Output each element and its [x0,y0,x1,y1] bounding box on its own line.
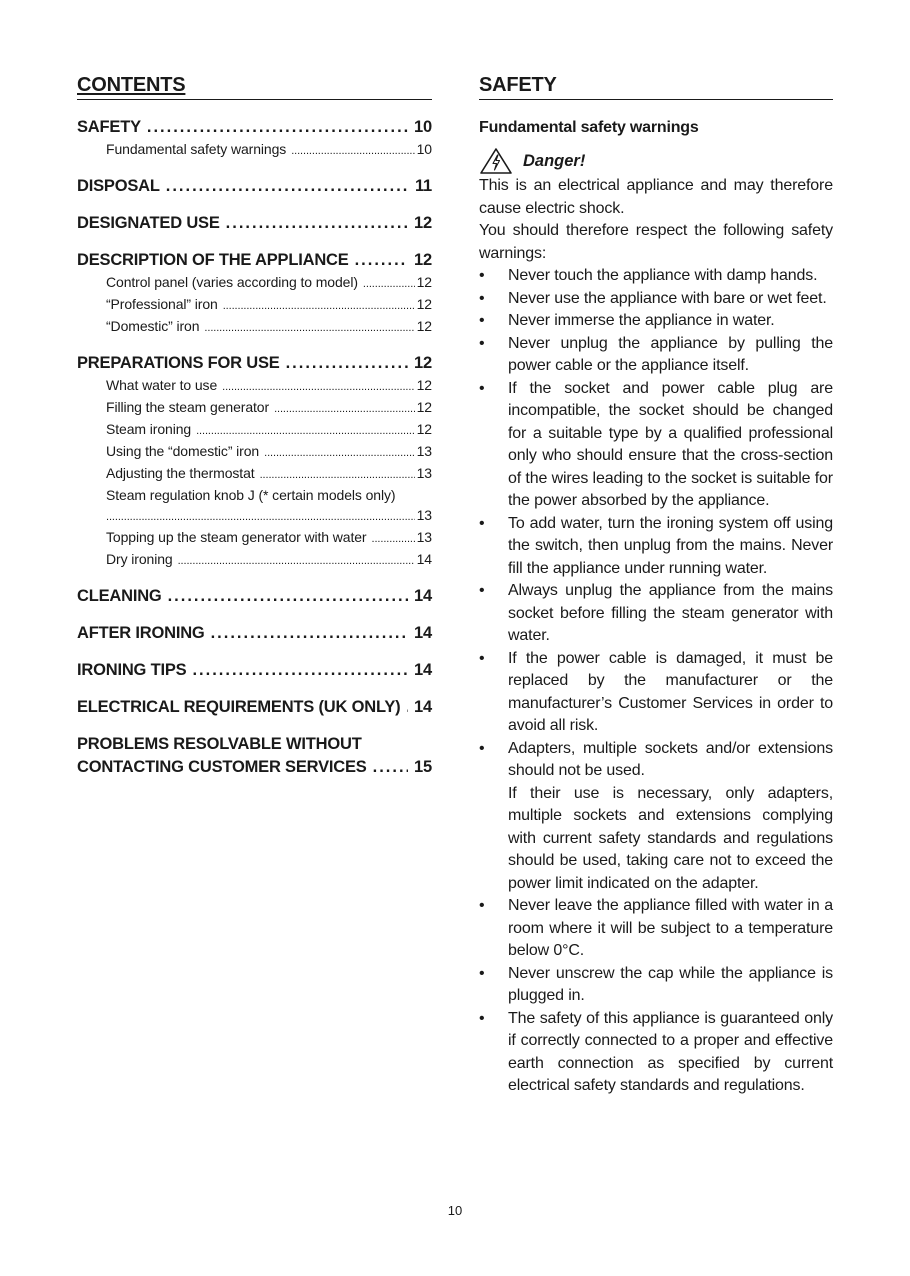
toc-subentry[interactable] [77,397,432,419]
toc-group-problems [77,733,432,779]
dot-leader [196,421,415,441]
toc-subentry-page: 13 [416,465,432,481]
dot-leader [178,551,415,571]
dot-leader [372,529,415,549]
bullet: • [479,289,485,307]
safety-heading: SAFETY [479,72,833,100]
list-item [479,513,833,581]
toc-entry-page: 12 [414,251,432,269]
toc-group-disposal [77,175,432,198]
toc-subentry-page: 12 [416,296,432,312]
list-item-text: If the power cable is damaged, it must be replaced by the manufacturer or the manufacturer’s Customer Services in order to avoid all risk. [508,649,833,734]
dot-leader [166,175,409,198]
toc-entry-row2 [77,756,432,779]
list-item [479,288,833,311]
list-item-text: Adapters, multiple sockets and/or extensions should not be used. [508,739,833,779]
toc-entry-page: 15 [414,758,432,776]
toc-subentry-title: Dry ironing [106,551,173,567]
toc-entry[interactable] [77,659,432,682]
toc-group-safety [77,116,432,161]
dot-leader [204,318,414,338]
list-item-text: If the socket and power cable plug are incompatible, the socket should be changed for a suitable type by a qualified professional only who should ensure that the cross-section of the wires leading to the socket is suitable for the power absorbed by the appliance. [508,379,833,509]
toc-subentry[interactable] [77,294,432,316]
dot-leader [363,274,415,294]
toc-subentry-page: 13 [416,443,432,459]
toc-subentry-page: 12 [416,318,432,334]
safety-warnings-list [479,265,833,1098]
danger-callout [479,147,833,175]
toc-entry-title: DISPOSAL [77,177,160,195]
dot-leader [226,212,408,235]
toc-group-cleaning [77,585,432,608]
list-item [479,333,833,378]
toc-entry-page: 12 [414,214,432,232]
toc-entry-page: 12 [414,354,432,372]
list-item [479,895,833,963]
list-item-text: Always unplug the appliance from the mains socket before filling the steam generator with water. [508,582,833,644]
list-item-text: Never unplug the appliance by pulling the power cable or the appliance itself. [508,334,833,374]
toc-entry[interactable] [77,696,432,719]
dot-leader [223,296,415,316]
toc-entry-page: 14 [414,624,432,642]
electric-hazard-icon [479,147,513,175]
toc-entry-title: SAFETY [77,118,141,136]
list-item-text: Never unscrew the cap while the appliance is plugged in. [508,964,833,1004]
toc-entry[interactable] [77,116,432,139]
list-item [479,310,833,333]
list-item [479,1008,833,1098]
list-item-text: Never immerse the appliance in water. [508,312,775,329]
dot-leader [222,377,414,397]
page-number: 10 [447,1203,463,1218]
toc-group-ironing-tips [77,659,432,682]
toc-entry-page: 14 [414,587,432,605]
safety-subheading: Fundamental safety warnings [479,119,699,136]
toc-entry-title-line1: PROBLEMS RESOLVABLE WITHOUT [77,735,362,753]
toc-subentry[interactable] [77,419,432,441]
toc-subentry-leader-line [106,505,432,527]
toc-entry-title-line2: CONTACTING CUSTOMER SERVICES [77,758,367,776]
intro-paragraph: This is an electrical appliance and may therefore cause electric shock. [479,177,833,217]
list-item [479,378,833,513]
list-item-text: Never use the appliance with bare or wet feet. [508,289,827,307]
bullet: • [479,312,485,329]
toc-group-electrical [77,696,432,719]
list-item-text: The safety of this appliance is guaranteed only if correctly connected to a proper and effective earth connection as specified by current electrical safety standards and regulations. [508,1009,833,1094]
list-item [479,648,833,738]
toc-subentry-title: Adjusting the thermostat [106,465,255,481]
toc-subentry-title: What water to use [106,377,218,393]
toc-group-description [77,249,432,338]
dot-leader [274,399,415,419]
safety-column [479,72,833,1098]
list-item-extra-text: If their use is necessary, only adapters, multiple sockets and extensions complying with current safety standards and regulations should be used, taking care not to exceed the power limit indicated on the adapter. [508,784,833,892]
toc-entry[interactable] [77,249,432,272]
toc-entry[interactable] [77,585,432,608]
toc-entry-title: AFTER IRONING [77,624,205,642]
toc-entry[interactable] [77,212,432,235]
bullet: • [479,649,485,667]
toc-subentry[interactable] [77,375,432,397]
toc-subentry[interactable] [77,485,432,527]
toc-subentry-title: Control panel (varies according to model) [106,274,358,290]
toc-subentry-title: Steam ironing [106,421,192,437]
toc-subentry-title: Steam regulation knob J (* certain models only) [106,487,396,503]
toc-entry-page: 10 [414,118,432,136]
toc-subentry-page: 12 [416,274,432,290]
toc-entry-title: CLEANING [77,587,162,605]
dot-leader [264,443,415,463]
toc-subentry[interactable] [77,272,432,294]
toc-subentry-title: Topping up the steam generator with water [106,529,367,545]
dot-leader [260,465,415,485]
dot-leader [147,116,408,139]
contents-column [77,72,432,793]
toc-subentry-title: “Domestic” iron [106,318,200,334]
list-item [479,265,833,288]
toc-subentry[interactable] [77,316,432,338]
table-of-contents [77,116,432,779]
toc-entry[interactable] [77,352,432,375]
dot-leader [168,585,408,608]
bullet: • [479,964,485,982]
toc-entry-page: 14 [414,698,432,716]
toc-subentry[interactable] [77,549,432,571]
bullet: • [479,1009,485,1027]
toc-entry-title: DESCRIPTION OF THE APPLIANCE [77,251,349,269]
toc-subentry-title: Fundamental safety warnings [106,141,287,157]
toc-entry-title: PREPARATIONS FOR USE [77,354,280,372]
bullet: • [479,514,485,532]
bullet: • [479,267,485,284]
toc-subentry[interactable] [77,139,432,161]
dot-leader [291,141,414,161]
toc-entry-title: ELECTRICAL REQUIREMENTS (UK ONLY) [77,698,401,716]
toc-entry[interactable] [77,622,432,645]
intro-paragraph: You should therefore respect the following safety warnings: [479,222,833,262]
toc-subentry[interactable] [77,527,432,549]
bullet: • [479,334,485,352]
toc-group-designated-use [77,212,432,235]
toc-subentry-title: Using the “domestic” iron [106,443,260,459]
list-item [479,738,833,896]
toc-entry-title: DESIGNATED USE [77,214,220,232]
toc-entry-title: IRONING TIPS [77,661,187,679]
toc-subentry-page: 10 [416,141,432,157]
danger-label: Danger! [523,151,586,170]
toc-entry-page: 11 [414,177,432,195]
toc-subentry[interactable] [77,441,432,463]
toc-subentry-title: Filling the steam generator [106,399,270,415]
list-item-text: To add water, turn the ironing system off using the switch, then unplug from the mains. Never fill the appliance under running water. [508,514,833,577]
contents-heading: CONTENTS [77,72,432,100]
toc-subentry-page: 13 [416,507,432,523]
dot-leader [355,249,408,272]
toc-entry[interactable] [77,733,432,779]
dot-leader [286,352,408,375]
list-item-text: Never leave the appliance filled with water in a room where it will be subject to a temperature below 0°C. [508,897,833,959]
toc-group-after-ironing [77,622,432,645]
dot-leader [106,507,415,527]
toc-subentry-page: 14 [416,551,432,567]
toc-subentry-page: 12 [416,399,432,415]
dot-leader [192,659,408,682]
list-item [479,963,833,1008]
toc-entry-page: 14 [414,661,432,679]
dot-leader [211,622,408,645]
toc-subentry-title: “Professional” iron [106,296,218,312]
toc-subentry-page: 12 [416,377,432,393]
toc-subentry-page: 13 [416,529,432,545]
dot-leader [373,756,408,779]
bullet: • [479,897,485,914]
list-item-text: Never touch the appliance with damp hands. [508,267,818,284]
dot-leader [406,696,408,719]
toc-group-preparations [77,352,432,571]
toc-subentry[interactable] [77,463,432,485]
bullet: • [479,379,485,397]
toc-subentry-page: 12 [416,421,432,437]
bullet: • [479,739,485,757]
toc-entry[interactable] [77,175,432,198]
list-item [479,580,833,648]
bullet: • [479,582,485,599]
